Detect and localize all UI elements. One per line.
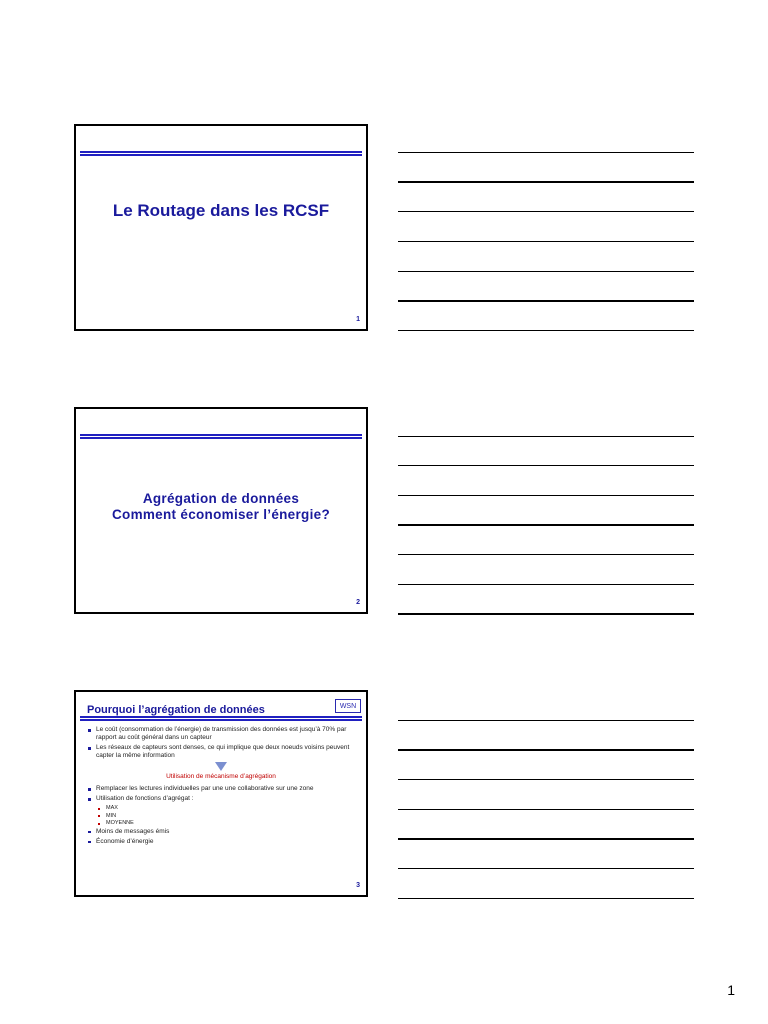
note-line <box>398 181 694 183</box>
note-line <box>398 898 694 899</box>
bullet-list-top <box>86 726 356 760</box>
note-line <box>398 495 694 496</box>
slide-body <box>86 726 356 848</box>
note-line <box>398 524 694 526</box>
slide-3 <box>74 690 368 897</box>
page-number: 1 <box>727 982 735 998</box>
bullet-item: Remplacer les lectures individuelles par une une collaborative sur une zone <box>86 785 356 793</box>
note-line <box>398 809 694 810</box>
note-line <box>398 271 694 272</box>
note-line <box>398 779 694 780</box>
note-line <box>398 152 694 153</box>
note-line <box>398 211 694 212</box>
slide-header-rule <box>80 716 362 721</box>
slide-2 <box>74 407 368 614</box>
slide-1 <box>74 124 368 331</box>
slide-title-line-1: Agrégation de données <box>142 491 300 506</box>
note-line <box>398 465 694 466</box>
sub-bullet-item: MIN <box>86 813 356 821</box>
slide-number: 3 <box>356 882 360 889</box>
note-line <box>398 330 694 331</box>
note-line <box>398 720 694 721</box>
slide-title <box>76 491 366 523</box>
slide-number: 1 <box>356 316 360 323</box>
slide-number: 2 <box>356 599 360 606</box>
bullet-list-bottom <box>86 785 356 846</box>
bullet-item: Les réseaux de capteurs sont denses, ce qui implique que deux noeuds voisins peuvent capter la même information <box>86 744 356 760</box>
slide-header-rule <box>80 434 362 439</box>
slide-title: Pourquoi l’agrégation de données <box>87 704 265 716</box>
aggregation-text: Utilisation de mécanisme d’agrégation <box>166 773 276 780</box>
note-line <box>398 554 694 555</box>
wsn-badge: WSN <box>335 699 361 713</box>
note-line <box>398 613 694 615</box>
note-line <box>398 749 694 751</box>
aggregation-callout <box>86 762 356 781</box>
note-line <box>398 584 694 585</box>
down-arrow-icon <box>215 762 227 771</box>
note-line <box>398 868 694 869</box>
slide-header-rule <box>80 151 362 156</box>
bullet-item: Moins de messages émis <box>86 828 356 836</box>
sub-bullet-item: MOYENNE <box>86 820 356 828</box>
note-line <box>398 241 694 242</box>
bullet-item: Utilisation de fonctions d’agrégat : <box>86 795 356 803</box>
sub-bullet-item: MAX <box>86 805 356 813</box>
bullet-item: Le coût (consommation de l’énergie) de transmission des données est jusqu’à 70% par rapport au coût général dans un capteur <box>86 726 356 742</box>
note-line <box>398 436 694 437</box>
note-line <box>398 838 694 840</box>
slide-title: Le Routage dans les RCSF <box>112 201 330 220</box>
bullet-item: Économie d’énergie <box>86 838 356 846</box>
note-line <box>398 300 694 302</box>
slide-title-line-2: Comment économiser l’énergie? <box>111 507 330 522</box>
